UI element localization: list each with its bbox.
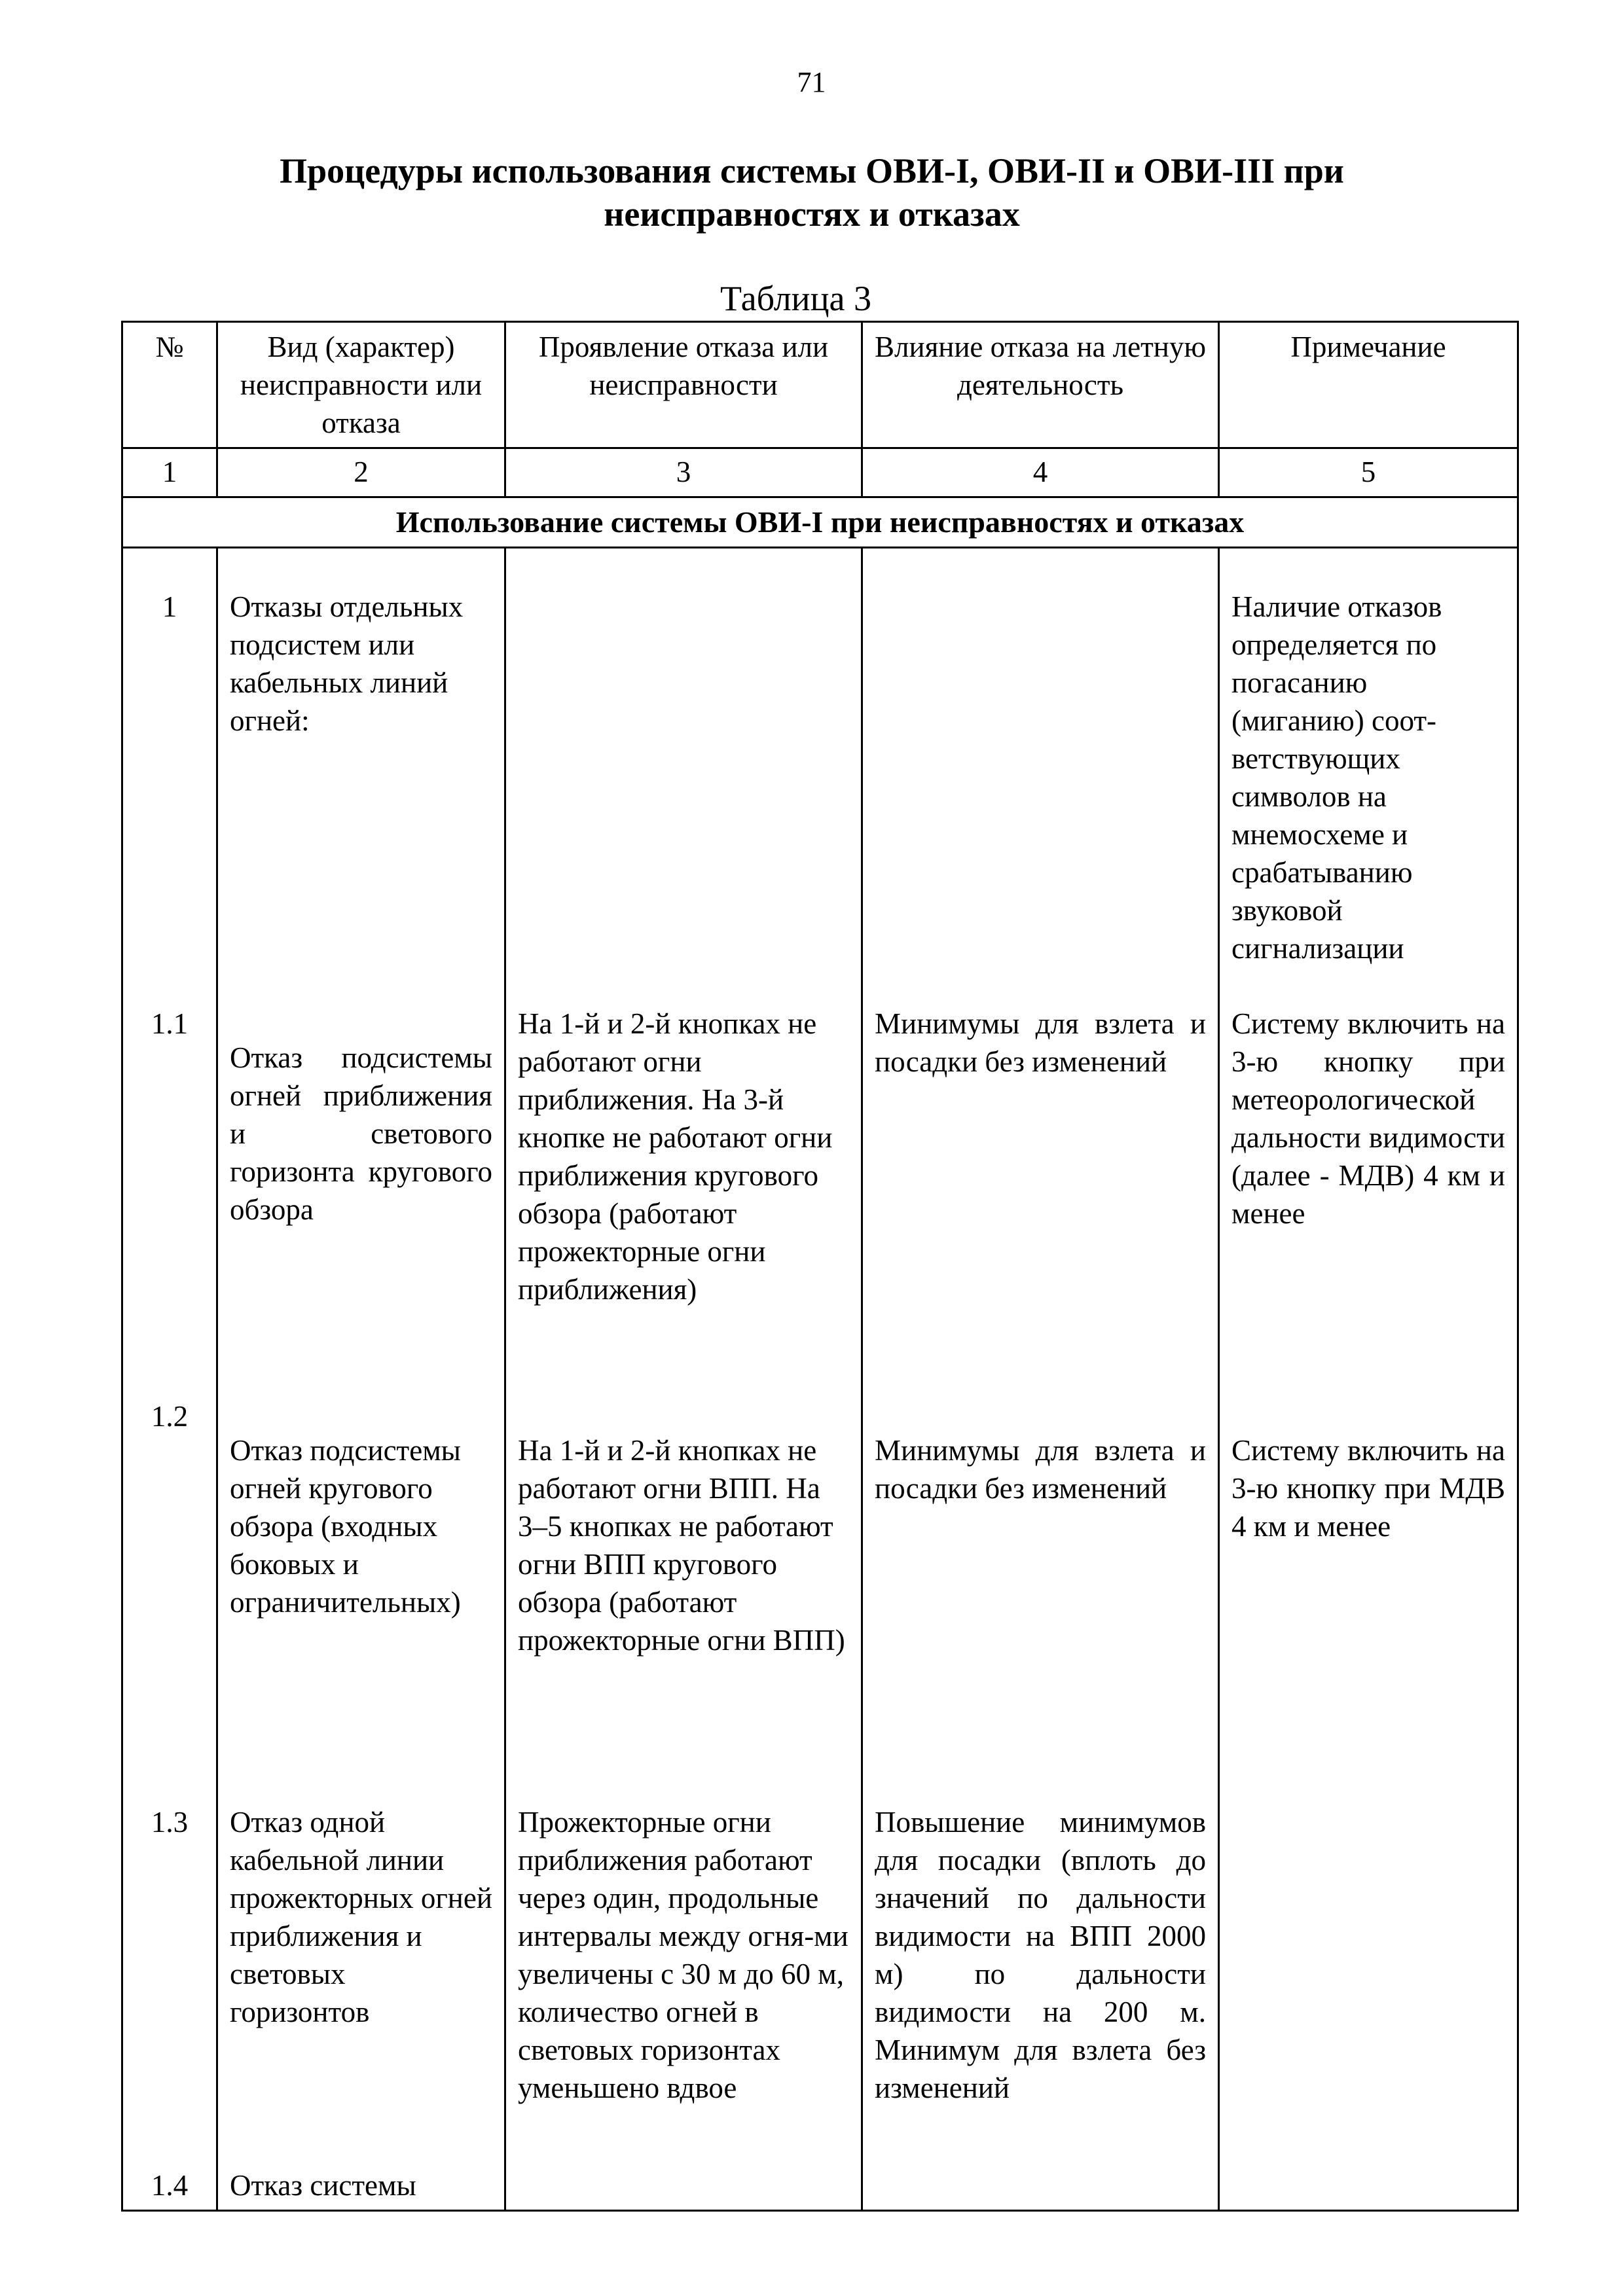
manifestation-cell: Прожекторные огни приближения работают через один, продольные интервалы между огня-ми увеличены с 30 м до 60 м, количество огней в световых горизонтах уменьшено вдвое bbox=[505, 1798, 862, 2161]
column-number: 4 bbox=[862, 448, 1219, 497]
procedures-table bbox=[121, 321, 1519, 2212]
impact-cell bbox=[862, 548, 1219, 999]
failure-kind-cell: Отказ подсистемы огней кругового обзора (входных боковых и ограничительных) bbox=[217, 1392, 505, 1798]
impact-cell: Минимумы для взлета и посадки без изменений bbox=[862, 1392, 1219, 1798]
column-number: 5 bbox=[1219, 448, 1518, 497]
header-cell: Влияние отказа на летную деятельность bbox=[862, 322, 1219, 448]
failure-kind-cell: Отказ системы bbox=[217, 2161, 505, 2211]
section-title: Использование системы ОВИ-I при неисправностях и отказах bbox=[122, 497, 1518, 548]
impact-cell: Повышение минимумов для посадки (вплоть до значений по дальности видимости на ВПП 2000 м) по дальности видимости на 200 м. Минимум для взлета без изменений bbox=[862, 1798, 1219, 2161]
note-cell: Систему включить на 3-ю кнопку при метеорологической дальности видимости (далее - МДВ) 4 км и менее bbox=[1219, 999, 1518, 1392]
failure-kind-cell: Отказ подсистемы огней приближения и светового горизонта кругового обзора bbox=[217, 999, 505, 1392]
column-number-row bbox=[122, 448, 1518, 497]
note-cell bbox=[1219, 1798, 1518, 2161]
row-number: 1.1 bbox=[122, 999, 217, 1392]
note-cell: Систему включить на 3-ю кнопку при МДВ 4 км и менее bbox=[1219, 1392, 1518, 1798]
failure-kind-cell: Отказы отдельных подсистем или кабельных линий огней: bbox=[217, 548, 505, 999]
header-cell: № bbox=[122, 322, 217, 448]
header-cell: Вид (характер) неисправности или отказа bbox=[217, 322, 505, 448]
header-cell: Проявление отказа или неисправности bbox=[505, 322, 862, 448]
row-number: 1.3 bbox=[122, 1798, 217, 2161]
page-title: Процедуры использования системы ОВИ-I, ОВИ-II и ОВИ-III при неисправностях и отказах bbox=[280, 151, 1344, 234]
table-row bbox=[122, 548, 1518, 999]
column-number: 1 bbox=[122, 448, 217, 497]
table-row bbox=[122, 1798, 1518, 2161]
section-row bbox=[122, 497, 1518, 548]
manifestation-cell bbox=[505, 548, 862, 999]
header-cell: Примечание bbox=[1219, 322, 1518, 448]
row-number: 1.4 bbox=[122, 2161, 217, 2211]
row-number: 1.2 bbox=[122, 1392, 217, 1798]
note-cell: Наличие отказов определяется по погасанию (миганию) соот-ветствующих символов на мнемосхеме и срабатыванию звуковой сигнализации bbox=[1219, 548, 1518, 999]
table-header-row bbox=[122, 322, 1518, 448]
table-row bbox=[122, 2161, 1518, 2211]
manifestation-cell bbox=[505, 2161, 862, 2211]
impact-cell: Минимумы для взлета и посадки без изменений bbox=[862, 999, 1219, 1392]
row-number: 1 bbox=[122, 548, 217, 999]
table-row bbox=[122, 999, 1518, 1392]
table-label: Таблица 3 bbox=[720, 279, 871, 318]
note-cell bbox=[1219, 2161, 1518, 2211]
failure-kind-cell: Отказ одной кабельной линии прожекторных огней приближения и световых горизонтов bbox=[217, 1798, 505, 2161]
column-number: 3 bbox=[505, 448, 862, 497]
table-row bbox=[122, 1392, 1518, 1798]
page-number: 71 bbox=[797, 66, 826, 98]
impact-cell bbox=[862, 2161, 1219, 2211]
column-number: 2 bbox=[217, 448, 505, 497]
manifestation-cell: На 1-й и 2-й кнопках не работают огни приближения. На 3-й кнопке не работают огни приближения кругового обзора (работают прожекторные огни приближения) bbox=[505, 999, 862, 1392]
manifestation-cell: На 1-й и 2-й кнопках не работают огни ВПП. На 3–5 кнопках не работают огни ВПП кругового обзора (работают прожекторные огни ВПП) bbox=[505, 1392, 862, 1798]
